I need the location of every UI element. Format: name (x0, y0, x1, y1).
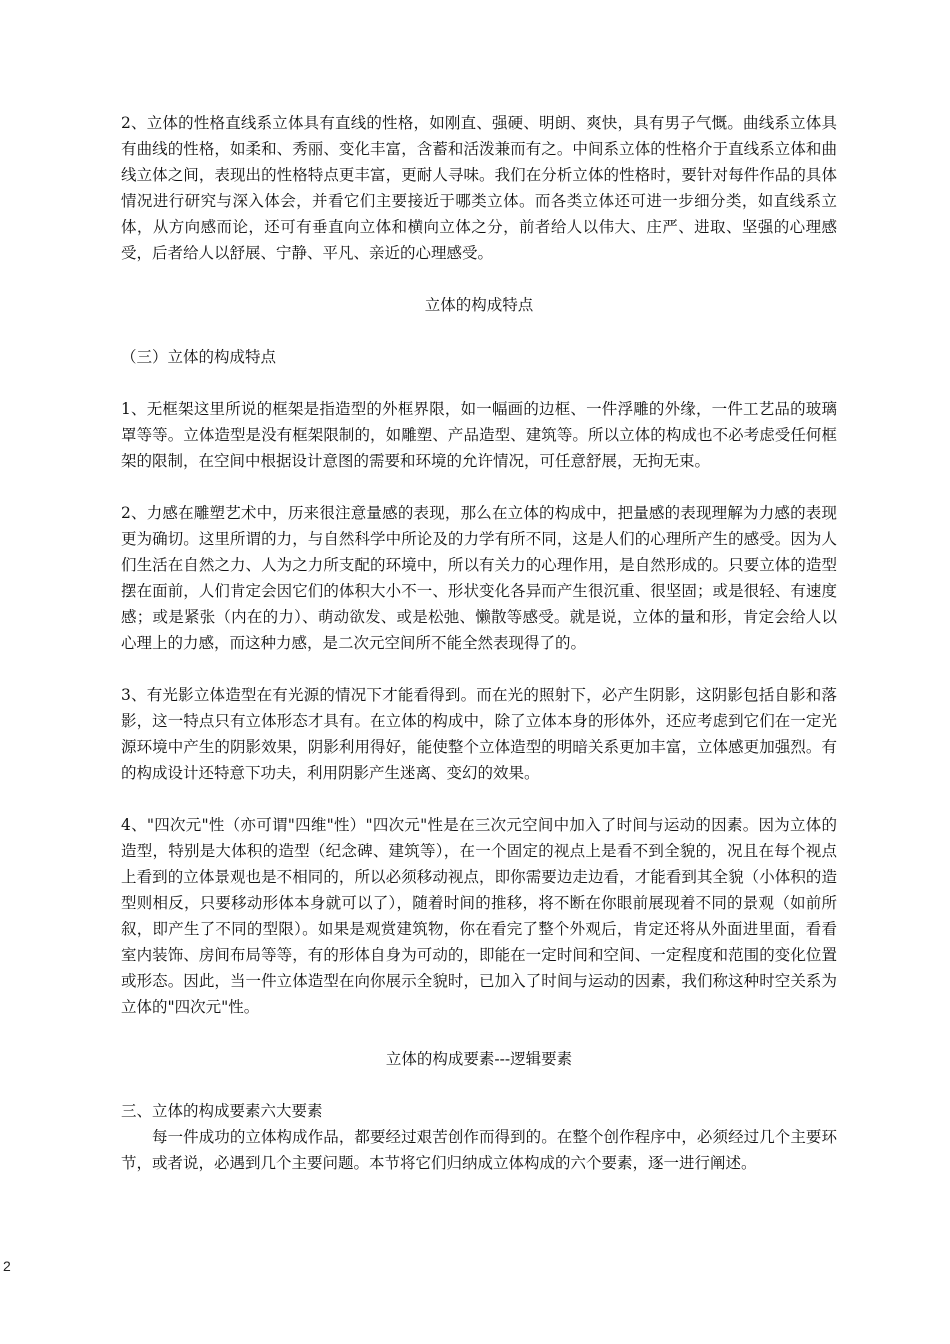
paragraph-four-dimension: 4、"四次元"性（亦可谓"四维"性）"四次元"性是在三次元空间中加入了时间与运动的因素。因为立体的造型，特别是大体积的造型（纪念碑、建筑等），在一个固定的视点上是看不到全貌的，况且在每个视点上看到的立体景观也是不相同的，所以必须移动视点，即你需要边走边看，才能看到其全貌（小体积的造型则相反，只要移动形体本身就可以了），随着时间的推移，将不断在你眼前展现着不同的景观（如前所叙，即产生了不同的型限）。如果是观赏建筑物，你在看完了整个外观后，肯定还将从外面进里面，看看室内装饰、房间布局等等，有的形体自身为可动的，即能在一定时间和空间、一定程度和范围的变化位置或形态。因此，当一件立体造型在向你展示全貌时，已加入了时间与运动的因素，我们称这种时空关系为立体的"四次元"性。 (121, 816, 837, 1016)
paragraph-force: 2、力感在雕塑艺术中，历来很注意量感的表现，那么在立体的构成中，把量感的表现理解为力感的表现更为确切。这里所谓的力，与自然科学中所论及的力学有所不同，这是人们的心理所产生的感受。因为人们生活在自然之力、人为之力所支配的环境中，所以有关力的心理作用，是自然形成的。只要立体的造型摆在面前，人们肯定会因它们的体积大小不一、形状变化各异而产生很沉重、很坚固；或是很轻、有速度感；或是紧张（内在的力）、萌动欲发、或是松弛、懒散等感受。就是说，立体的量和形，肯定会给人以心理上的力感，而这种力感，是二次元空间所不能全然表现得了的。 (121, 504, 837, 652)
heading-features: 立体的构成特点 (424, 296, 534, 314)
paragraph-elements: 每一件成功的立体构成作品，都要经过艰苦创作而得到的。在整个创作程序中，必须经过几个主要环节，或者说，必遇到几个主要问题。本节将它们归纳成立体构成的六个要素，逐一进行阐述。 (121, 1128, 837, 1172)
subheading-elements: 三、立体的构成要素六大要素 (121, 1102, 323, 1120)
subheading-features: （三）立体的构成特点 (121, 348, 277, 366)
page-number: 2 (3, 1258, 11, 1274)
paragraph-character: 2、立体的性格直线系立体具有直线的性格，如刚直、强硬、明朗、爽快，具有男子气慨。曲线系立体具有曲线的性格，如柔和、秀丽、变化丰富，含蓄和活泼兼而有之。中间系立体的性格介于直线系立体和曲线立体之间，表现出的性格特点更丰富，更耐人寻味。我们在分析立体的性格时，要针对每件作品的具体情况进行研究与深入体会，并看它们主要接近于哪类立体。而各类立体还可进一步细分类，如直线系立体，从方向感而论，还可有垂直向立体和横向立体之分，前者给人以伟大、庄严、进取、坚强的心理感受，后者给人以舒展、宁静、平凡、亲近的心理感受。 (121, 114, 837, 262)
paragraph-light: 3、有光影立体造型在有光源的情况下才能看得到。而在光的照射下，必产生阴影，这阴影包括自影和落影，这一特点只有立体形态才具有。在立体的构成中，除了立体本身的形体外，还应考虑到它们在一定光源环境中产生的阴影效果，阴影利用得好，能使整个立体造型的明暗关系更加丰富，立体感更加强烈。有的构成设计还特意下功夫，利用阴影产生迷离、变幻的效果。 (121, 686, 837, 782)
paragraph-frameless: 1、无框架这里所说的框架是指造型的外框界限，如一幅画的边框、一件浮雕的外缘，一件工艺品的玻璃罩等等。立体造型是没有框架限制的，如雕塑、产品造型、建筑等。所以立体的构成也不必考虑受任何框架的限制，在空间中根据设计意图的需要和环境的允许情况，可任意舒展，无拘无束。 (121, 400, 837, 470)
document-page (121, 110, 837, 1176)
heading-elements: 立体的构成要素---逻辑要素 (385, 1050, 573, 1068)
